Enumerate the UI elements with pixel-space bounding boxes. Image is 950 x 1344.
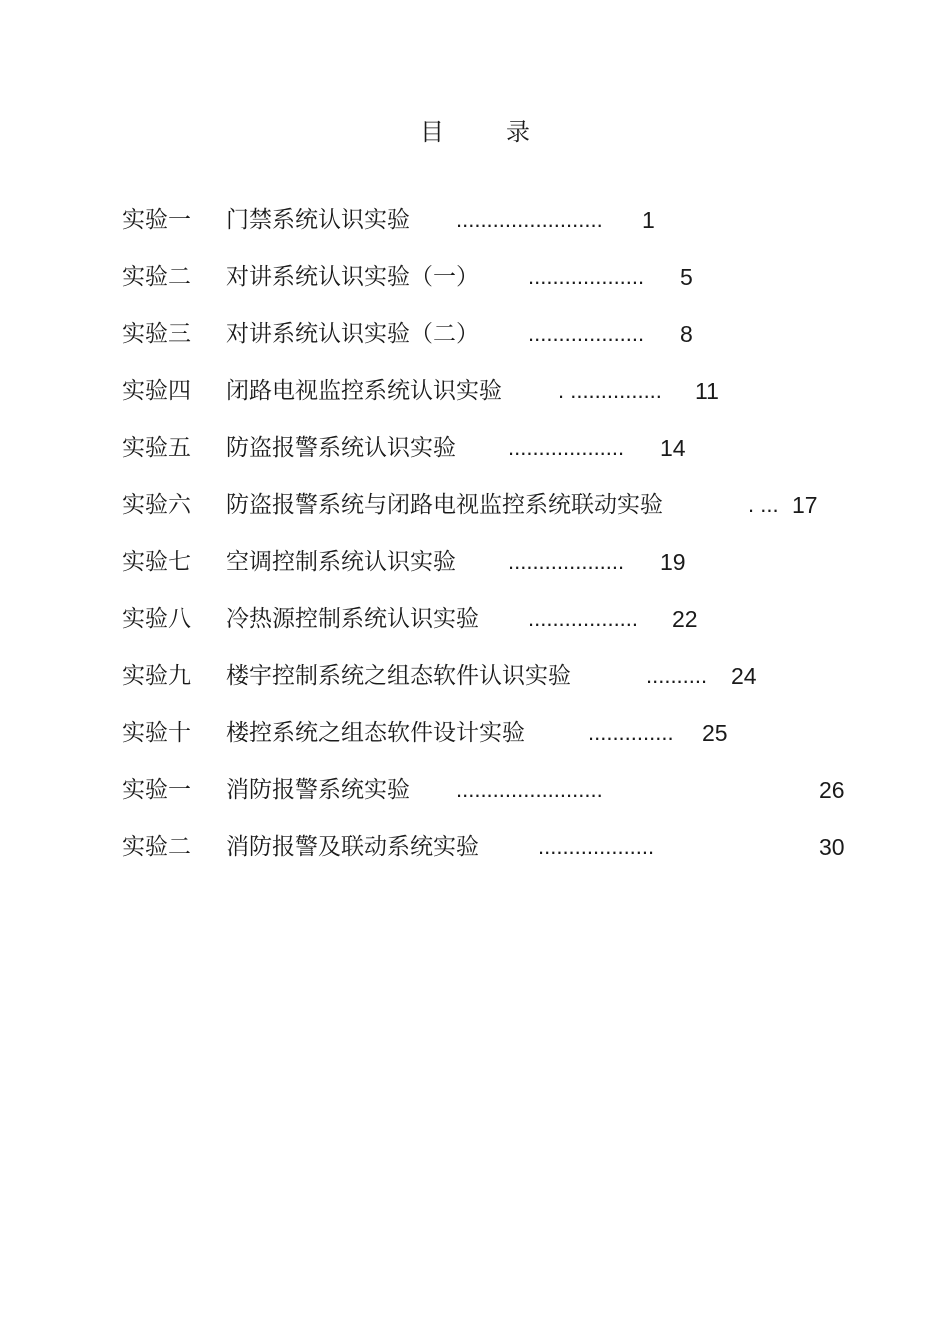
toc-entry-leader: .......... xyxy=(646,663,708,688)
toc-entry-leader: ................... xyxy=(508,549,625,574)
toc-entry-leader: ........................ xyxy=(456,207,603,232)
toc-entry-7[interactable] xyxy=(0,542,950,582)
toc-entry-page: 25 xyxy=(702,720,728,746)
toc-entry-number: 实验六 xyxy=(122,492,191,518)
toc-entry-title: 闭路电视监控系统认识实验 xyxy=(226,378,502,404)
toc-entry-title: 楼宇控制系统之组态软件认识实验 xyxy=(226,663,571,689)
toc-entry-leader: .................. xyxy=(528,606,639,631)
toc-entry-9[interactable] xyxy=(0,656,950,696)
toc-entry-title: 对讲系统认识实验（二） xyxy=(226,321,479,347)
toc-entry-10[interactable] xyxy=(0,713,950,753)
toc-entry-5[interactable] xyxy=(0,428,950,468)
toc-entry-page: 5 xyxy=(680,264,693,290)
toc-entry-page: 14 xyxy=(660,435,686,461)
toc-entry-3[interactable] xyxy=(0,314,950,354)
toc-entry-title: 楼控系统之组态软件设计实验 xyxy=(226,720,525,746)
title-char-2: 录 xyxy=(506,118,530,146)
toc-entry-title: 防盗报警系统认识实验 xyxy=(226,435,456,461)
toc-entry-page: 26 xyxy=(819,777,845,803)
toc-entry-number: 实验二 xyxy=(122,264,191,290)
toc-entry-number: 实验一 xyxy=(122,777,191,803)
toc-entry-number: 实验八 xyxy=(122,606,191,632)
toc-entry-title: 消防报警系统实验 xyxy=(226,777,410,803)
toc-entry-leader: ................... xyxy=(528,264,645,289)
title-char-1: 目 xyxy=(420,118,444,146)
toc-entry-title: 消防报警及联动系统实验 xyxy=(226,834,479,860)
toc-entry-12[interactable] xyxy=(0,827,950,867)
toc-entry-number: 实验十 xyxy=(122,720,191,746)
toc-entry-1[interactable] xyxy=(0,200,950,240)
toc-entry-leader: ................... xyxy=(528,321,645,346)
toc-entry-leader: . ... xyxy=(748,492,779,517)
toc-entry-number: 实验一 xyxy=(122,207,191,233)
toc-entry-11[interactable] xyxy=(0,770,950,810)
toc-entry-page: 22 xyxy=(672,606,698,632)
toc-entry-6[interactable] xyxy=(0,485,950,525)
toc-entry-number: 实验四 xyxy=(122,378,191,404)
toc-entry-leader: ................... xyxy=(508,435,625,460)
toc-entry-page: 19 xyxy=(660,549,686,575)
toc-entry-2[interactable] xyxy=(0,257,950,297)
toc-entry-number: 实验三 xyxy=(122,321,191,347)
toc-entry-number: 实验五 xyxy=(122,435,191,461)
toc-entry-leader: . ............... xyxy=(558,378,662,403)
toc-entry-page: 11 xyxy=(695,378,719,404)
toc-entry-4[interactable] xyxy=(0,371,950,411)
toc-entry-number: 实验七 xyxy=(122,549,191,575)
toc-entry-leader: ................... xyxy=(538,834,655,859)
toc-entry-title: 对讲系统认识实验（一） xyxy=(226,264,479,290)
toc-entry-title: 冷热源控制系统认识实验 xyxy=(226,606,479,632)
toc-entry-leader: ........................ xyxy=(456,777,603,802)
toc-entry-leader: .............. xyxy=(588,720,674,745)
toc-entry-title: 空调控制系统认识实验 xyxy=(226,549,456,575)
toc-entry-number: 实验九 xyxy=(122,663,191,689)
toc-entry-8[interactable] xyxy=(0,599,950,639)
toc-entry-number: 实验二 xyxy=(122,834,191,860)
toc-entry-page: 8 xyxy=(680,321,693,347)
toc-entry-title: 门禁系统认识实验 xyxy=(226,207,410,233)
toc-entry-page: 24 xyxy=(731,663,757,689)
toc-entry-page: 1 xyxy=(642,207,655,233)
toc-entry-title: 防盗报警系统与闭路电视监控系统联动实验 xyxy=(226,492,663,518)
toc-entry-page: 30 xyxy=(819,834,845,860)
toc-entry-page: 17 xyxy=(792,492,818,518)
